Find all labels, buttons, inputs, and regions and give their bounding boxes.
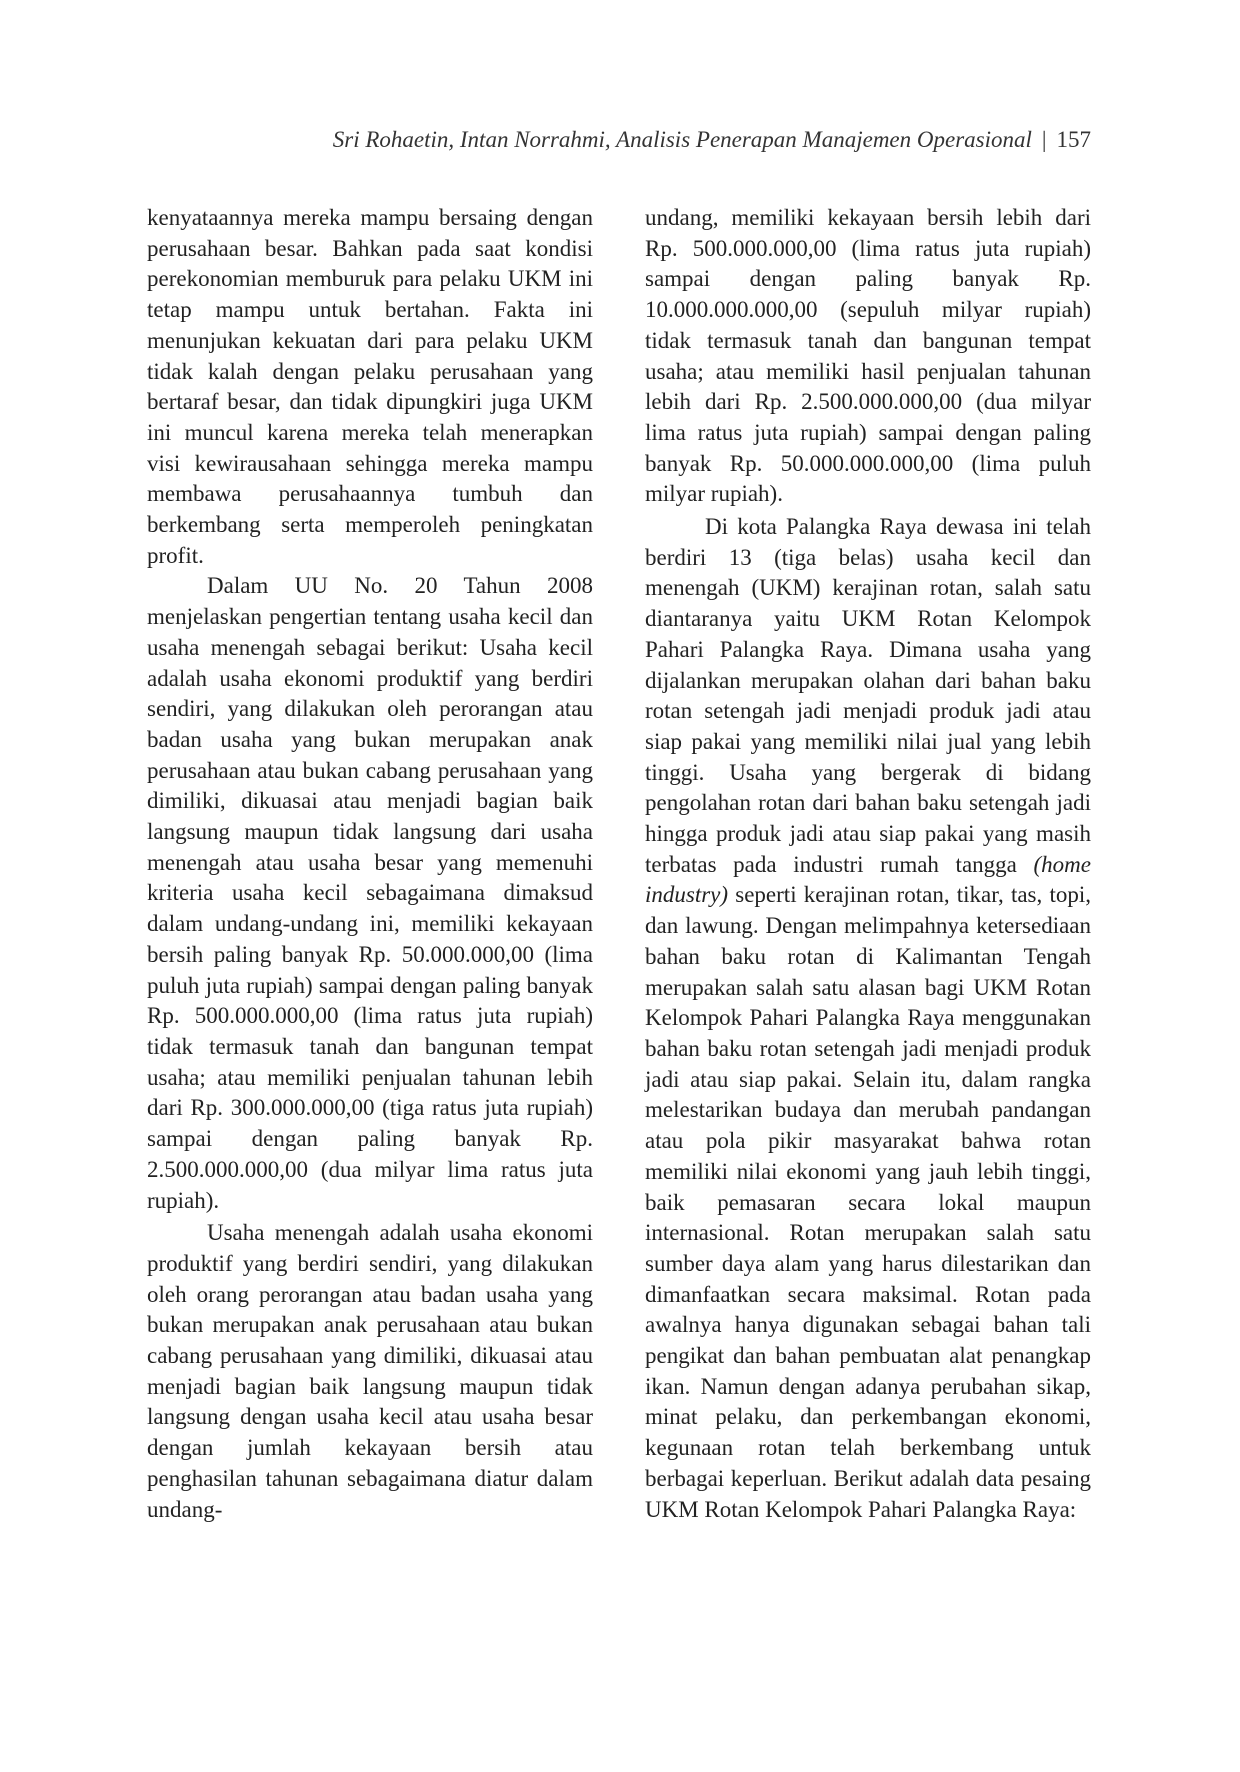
paragraph: Usaha menengah adalah usaha ekonomi produktif yang berdiri sendiri, yang dilakukan oleh orang perorangan atau badan usaha yang bukan merupakan anak perusahaan atau bukan cabang perusahaan yang dimiliki, dikuasai atau menjadi bagian baik langsung maupun tidak langsung dengan usaha kecil atau usaha besar dengan jumlah kekayaan bersih atau penghasilan tahunan sebagaimana diatur dalam undang-: [147, 1220, 593, 1522]
paragraph: [645, 512, 1091, 1525]
page-number: 157: [1056, 127, 1091, 152]
running-header: [150, 126, 1091, 154]
right-column: [645, 203, 1091, 1525]
header-separator: |: [1041, 127, 1047, 152]
running-title: Sri Rohaetin, Intan Norrahmi, Analisis Penerapan Manajemen Operasional: [332, 127, 1032, 152]
paragraph: kenyataannya mereka mampu bersaing dengan perusahaan besar. Bahkan pada saat kondisi perekonomian memburuk para pelaku UKM ini tetap mampu untuk bertahan. Fakta ini menunjukan kekuatan dari para pelaku UKM tidak kalah dengan pelaku perusahaan yang bertaraf besar, dan tidak dipungkiri juga UKM ini muncul karena mereka telah menerapkan visi kewirausahaan sehingga mereka mampu membawa perusahaannya tumbuh dan berkembang serta memperoleh peningkatan profit.: [147, 205, 593, 568]
paragraph: Dalam UU No. 20 Tahun 2008 menjelaskan pengertian tentang usaha kecil dan usaha menengah sebagai berikut: Usaha kecil adalah usaha ekonomi produktif yang berdiri sendiri, yang dilakukan oleh perorangan atau badan usaha yang bukan merupakan anak perusahaan atau bukan cabang perusahaan yang dimiliki, dikuasai atau menjadi bagian baik langsung maupun tidak langsung dari usaha menengah atau usaha besar yang memenuhi kriteria usaha kecil sebagaimana dimaksud dalam undang-undang ini, memiliki kekayaan bersih paling banyak Rp. 50.000.000,00 (lima puluh juta rupiah) sampai dengan paling banyak Rp. 500.000.000,00 (lima ratus juta rupiah) tidak termasuk tanah dan bangunan tempat usaha; atau memiliki penjualan tahunan lebih dari Rp. 300.000.000,00 (tiga ratus juta rupiah) sampai dengan paling banyak Rp. 2.500.000.000,00 (dua milyar lima ratus juta rupiah).: [147, 573, 593, 1213]
left-column: [147, 203, 593, 1525]
paragraph: undang, memiliki kekayaan bersih lebih dari Rp. 500.000.000,00 (lima ratus juta rupiah) sampai dengan paling banyak Rp. 10.000.000.000,00 (sepuluh milyar rupiah) tidak termasuk tanah dan bangunan tempat usaha; atau memiliki hasil penjualan tahunan lebih dari Rp. 2.500.000.000,00 (dua milyar lima ratus juta rupiah) sampai dengan paling banyak Rp. 50.000.000.000,00 (lima puluh milyar rupiah).: [645, 205, 1091, 507]
paragraph-text: seperti kerajinan rotan, tikar, tas, topi, dan lawung. Dengan melimpahnya ketersediaan bahan baku rotan di Kalimantan Tengah merupakan salah satu alasan bagi UKM Rotan Kelompok Pahari Palangka Raya menggunakan bahan baku rotan setengah jadi menjadi produk jadi atau siap pakai. Selain itu, dalam rangka melestarikan budaya dan merubah pandangan atau pola pikir masyarakat bahwa rotan memiliki nilai ekonomi yang jauh lebih tinggi, baik pemasaran secara lokal maupun internasional. Rotan merupakan salah satu sumber daya alam yang harus dilestarikan dan dimanfaatkan secara maksimal. Rotan pada awalnya hanya digunakan sebagai bahan tali pengikat dan bahan pembuatan alat penangkap ikan. Namun dengan adanya perubahan sikap, minat pelaku, dan perkembangan ekonomi, kegunaan rotan telah berkembang untuk berbagai keperluan. Berikut adalah data pesaing UKM Rotan Kelompok Pahari Palangka Raya:: [645, 882, 1091, 1522]
italic-term: (home industry): [645, 851, 1091, 908]
paragraph-text: Di kota Palangka Raya dewasa ini telah berdiri 13 (tiga belas) usaha kecil dan menengah (UKM) kerajinan rotan, salah satu diantaranya yaitu UKM Rotan Kelompok Pahari Palangka Raya. Dimana usaha yang dijalankan merupakan olahan dari bahan baku rotan setengah jadi menjadi produk jadi atau siap pakai yang memiliki nilai jual yang lebih tinggi. Usaha yang bergerak di bidang pengolahan rotan dari bahan baku setengah jadi hingga produk jadi atau siap pakai yang masih terbatas pada industri rumah tangga: [645, 514, 1091, 877]
